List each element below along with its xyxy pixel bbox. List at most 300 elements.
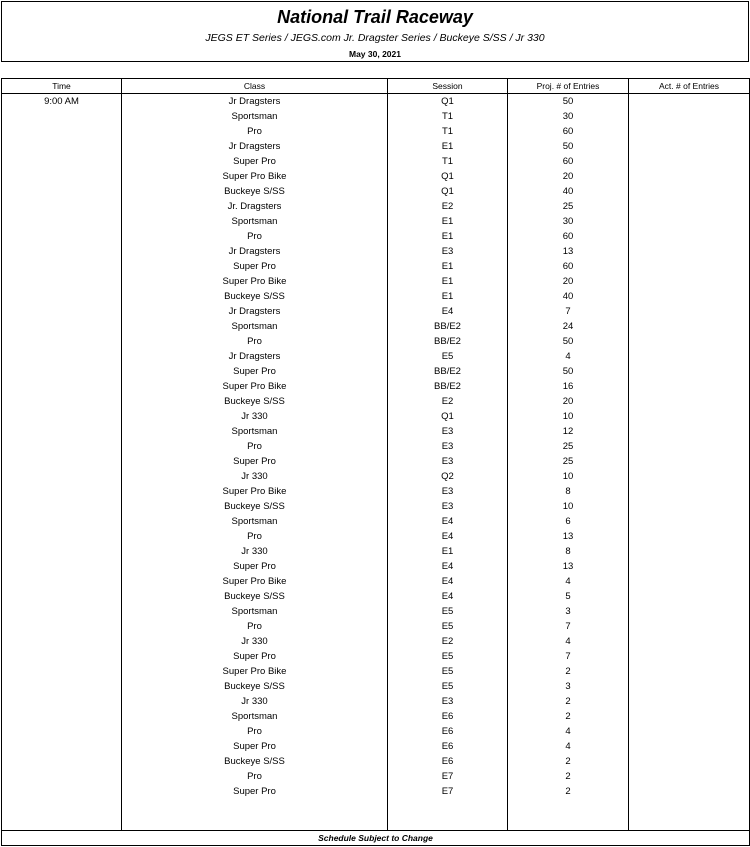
act-entries-cell — [629, 664, 750, 679]
act-entries-cell — [629, 589, 750, 604]
table-row — [2, 139, 750, 154]
time-cell — [2, 319, 122, 334]
session-cell: Q1 — [388, 94, 508, 109]
blank-row — [2, 799, 750, 814]
event-date: May 30, 2021 — [349, 49, 401, 59]
table-row — [2, 214, 750, 229]
proj-entries-cell: 10 — [508, 469, 629, 484]
session-cell: E5 — [388, 604, 508, 619]
time-cell — [2, 229, 122, 244]
class-cell: Super Pro Bike — [122, 664, 388, 679]
proj-entries-cell: 25 — [508, 199, 629, 214]
proj-entries-cell: 4 — [508, 634, 629, 649]
act-entries-cell — [629, 649, 750, 664]
class-cell: Jr 330 — [122, 634, 388, 649]
class-cell: Jr Dragsters — [122, 139, 388, 154]
time-cell — [2, 754, 122, 769]
proj-entries-cell: 50 — [508, 139, 629, 154]
class-cell: Super Pro Bike — [122, 574, 388, 589]
session-cell: E5 — [388, 679, 508, 694]
time-cell — [2, 244, 122, 259]
table-row — [2, 289, 750, 304]
table-row — [2, 619, 750, 634]
act-entries-cell — [629, 154, 750, 169]
proj-entries-cell: 50 — [508, 364, 629, 379]
table-row — [2, 574, 750, 589]
table-row — [2, 364, 750, 379]
act-entries-cell — [629, 409, 750, 424]
time-cell — [2, 424, 122, 439]
session-cell: E5 — [388, 619, 508, 634]
class-cell: Sportsman — [122, 604, 388, 619]
proj-entries-cell: 8 — [508, 544, 629, 559]
session-cell: E4 — [388, 589, 508, 604]
session-cell: T1 — [388, 154, 508, 169]
session-cell: E3 — [388, 484, 508, 499]
table-row — [2, 169, 750, 184]
table-row — [2, 349, 750, 364]
time-cell — [2, 469, 122, 484]
proj-entries-cell: 20 — [508, 274, 629, 289]
act-entries-cell — [629, 604, 750, 619]
time-cell — [2, 724, 122, 739]
class-cell: Jr 330 — [122, 544, 388, 559]
session-cell: E4 — [388, 574, 508, 589]
time-cell — [2, 214, 122, 229]
act-entries-cell — [629, 94, 750, 109]
proj-entries-cell: 30 — [508, 109, 629, 124]
table-row — [2, 259, 750, 274]
class-cell: Super Pro — [122, 364, 388, 379]
time-cell — [2, 334, 122, 349]
time-cell: 9:00 AM — [2, 94, 122, 109]
session-cell: E6 — [388, 739, 508, 754]
session-cell: BB/E2 — [388, 364, 508, 379]
series-subtitle: JEGS ET Series / JEGS.com Jr. Dragster Series / Buckeye S/SS / Jr 330 — [205, 32, 545, 44]
time-cell — [2, 364, 122, 379]
time-cell — [2, 199, 122, 214]
proj-entries-cell: 40 — [508, 289, 629, 304]
class-cell: Buckeye S/SS — [122, 754, 388, 769]
schedule-header — [1, 1, 749, 62]
class-cell: Super Pro Bike — [122, 484, 388, 499]
time-cell — [2, 694, 122, 709]
class-cell: Jr Dragsters — [122, 349, 388, 364]
act-entries-cell — [629, 439, 750, 454]
class-cell: Super Pro — [122, 559, 388, 574]
class-cell: Buckeye S/SS — [122, 589, 388, 604]
session-cell: E5 — [388, 664, 508, 679]
time-cell — [2, 409, 122, 424]
proj-entries-cell: 13 — [508, 244, 629, 259]
class-cell: Pro — [122, 439, 388, 454]
table-row — [2, 424, 750, 439]
proj-entries-cell: 3 — [508, 679, 629, 694]
table-row — [2, 634, 750, 649]
class-cell: Buckeye S/SS — [122, 679, 388, 694]
proj-entries-cell: 60 — [508, 154, 629, 169]
session-cell: Q1 — [388, 409, 508, 424]
act-entries-cell — [629, 379, 750, 394]
blank-cell — [508, 799, 629, 814]
proj-entries-cell: 4 — [508, 724, 629, 739]
act-entries-cell — [629, 274, 750, 289]
act-entries-cell — [629, 469, 750, 484]
proj-entries-cell: 2 — [508, 664, 629, 679]
class-cell: Pro — [122, 724, 388, 739]
session-cell: BB/E2 — [388, 319, 508, 334]
act-entries-cell — [629, 139, 750, 154]
act-entries-cell — [629, 769, 750, 784]
act-entries-cell — [629, 394, 750, 409]
table-row — [2, 544, 750, 559]
proj-entries-cell: 20 — [508, 169, 629, 184]
session-cell: Q1 — [388, 184, 508, 199]
proj-entries-cell: 10 — [508, 409, 629, 424]
session-cell: E3 — [388, 424, 508, 439]
time-cell — [2, 289, 122, 304]
table-row — [2, 454, 750, 469]
time-cell — [2, 304, 122, 319]
table-row — [2, 334, 750, 349]
class-cell: Buckeye S/SS — [122, 289, 388, 304]
proj-entries-cell: 40 — [508, 184, 629, 199]
time-cell — [2, 679, 122, 694]
session-cell: E1 — [388, 139, 508, 154]
table-row — [2, 559, 750, 574]
class-cell: Super Pro — [122, 154, 388, 169]
class-cell: Super Pro Bike — [122, 379, 388, 394]
session-cell: E3 — [388, 454, 508, 469]
session-cell: E4 — [388, 304, 508, 319]
act-entries-cell — [629, 229, 750, 244]
time-cell — [2, 529, 122, 544]
session-cell: E2 — [388, 394, 508, 409]
blank-cell — [388, 799, 508, 814]
proj-entries-cell: 12 — [508, 424, 629, 439]
class-cell: Jr 330 — [122, 694, 388, 709]
time-cell — [2, 769, 122, 784]
proj-entries-cell: 13 — [508, 529, 629, 544]
proj-entries-cell: 13 — [508, 559, 629, 574]
column-header-time: Time — [2, 79, 122, 94]
session-cell: E5 — [388, 649, 508, 664]
class-cell: Pro — [122, 124, 388, 139]
session-cell: E1 — [388, 259, 508, 274]
act-entries-cell — [629, 694, 750, 709]
session-cell: E6 — [388, 724, 508, 739]
proj-entries-cell: 2 — [508, 784, 629, 799]
time-cell — [2, 379, 122, 394]
blank-cell — [122, 814, 388, 830]
class-cell: Jr. Dragsters — [122, 199, 388, 214]
time-cell — [2, 349, 122, 364]
class-cell: Super Pro — [122, 259, 388, 274]
time-cell — [2, 259, 122, 274]
class-cell: Jr 330 — [122, 409, 388, 424]
table-row — [2, 514, 750, 529]
class-cell: Super Pro — [122, 454, 388, 469]
table-row — [2, 184, 750, 199]
blank-cell — [508, 814, 629, 830]
time-cell — [2, 169, 122, 184]
session-cell: E4 — [388, 559, 508, 574]
class-cell: Sportsman — [122, 709, 388, 724]
class-cell: Sportsman — [122, 424, 388, 439]
class-cell: Super Pro — [122, 739, 388, 754]
proj-entries-cell: 5 — [508, 589, 629, 604]
act-entries-cell — [629, 784, 750, 799]
act-entries-cell — [629, 319, 750, 334]
time-cell — [2, 574, 122, 589]
proj-entries-cell: 6 — [508, 514, 629, 529]
time-cell — [2, 709, 122, 724]
column-header-session: Session — [388, 79, 508, 94]
session-cell: E5 — [388, 349, 508, 364]
session-cell: E1 — [388, 289, 508, 304]
time-cell — [2, 634, 122, 649]
proj-entries-cell: 2 — [508, 769, 629, 784]
session-cell: E7 — [388, 784, 508, 799]
blank-cell — [629, 814, 750, 830]
table-row — [2, 589, 750, 604]
table-row — [2, 304, 750, 319]
session-cell: Q1 — [388, 169, 508, 184]
class-cell: Jr Dragsters — [122, 94, 388, 109]
class-cell: Pro — [122, 229, 388, 244]
class-cell: Pro — [122, 334, 388, 349]
schedule-footer-note: Schedule Subject to Change — [2, 831, 750, 846]
act-entries-cell — [629, 244, 750, 259]
session-cell: E3 — [388, 439, 508, 454]
column-header-act-entries: Act. # of Entries — [629, 79, 750, 94]
time-cell — [2, 454, 122, 469]
table-row — [2, 439, 750, 454]
time-cell — [2, 274, 122, 289]
session-cell: E3 — [388, 499, 508, 514]
act-entries-cell — [629, 289, 750, 304]
act-entries-cell — [629, 124, 750, 139]
class-cell: Jr Dragsters — [122, 244, 388, 259]
class-cell: Buckeye S/SS — [122, 184, 388, 199]
table-row — [2, 394, 750, 409]
proj-entries-cell: 30 — [508, 214, 629, 229]
proj-entries-cell: 25 — [508, 454, 629, 469]
session-cell: E4 — [388, 514, 508, 529]
table-row — [2, 484, 750, 499]
page-title: National Trail Raceway — [277, 7, 473, 27]
time-cell — [2, 664, 122, 679]
proj-entries-cell: 50 — [508, 94, 629, 109]
act-entries-cell — [629, 454, 750, 469]
time-cell — [2, 109, 122, 124]
time-cell — [2, 499, 122, 514]
act-entries-cell — [629, 724, 750, 739]
class-cell: Pro — [122, 529, 388, 544]
class-cell: Pro — [122, 619, 388, 634]
table-row — [2, 499, 750, 514]
act-entries-cell — [629, 679, 750, 694]
proj-entries-cell: 7 — [508, 304, 629, 319]
session-cell: E1 — [388, 214, 508, 229]
act-entries-cell — [629, 514, 750, 529]
table-row — [2, 154, 750, 169]
schedule-body — [2, 94, 750, 831]
class-cell: Jr 330 — [122, 469, 388, 484]
time-cell — [2, 394, 122, 409]
table-row — [2, 319, 750, 334]
table-row — [2, 124, 750, 139]
session-cell: E1 — [388, 274, 508, 289]
time-cell — [2, 619, 122, 634]
time-cell — [2, 544, 122, 559]
table-row — [2, 694, 750, 709]
act-entries-cell — [629, 214, 750, 229]
time-cell — [2, 559, 122, 574]
class-cell: Super Pro — [122, 649, 388, 664]
table-row — [2, 529, 750, 544]
proj-entries-cell: 4 — [508, 739, 629, 754]
session-cell: BB/E2 — [388, 379, 508, 394]
act-entries-cell — [629, 559, 750, 574]
class-cell: Buckeye S/SS — [122, 499, 388, 514]
proj-entries-cell: 20 — [508, 394, 629, 409]
table-row — [2, 199, 750, 214]
class-cell: Super Pro — [122, 784, 388, 799]
session-cell: E1 — [388, 544, 508, 559]
class-cell: Sportsman — [122, 214, 388, 229]
session-cell: E4 — [388, 529, 508, 544]
class-cell: Sportsman — [122, 514, 388, 529]
blank-cell — [388, 814, 508, 830]
act-entries-cell — [629, 709, 750, 724]
proj-entries-cell: 16 — [508, 379, 629, 394]
proj-entries-cell: 4 — [508, 349, 629, 364]
class-cell: Sportsman — [122, 109, 388, 124]
session-cell: E1 — [388, 229, 508, 244]
act-entries-cell — [629, 334, 750, 349]
table-row — [2, 379, 750, 394]
session-cell: E7 — [388, 769, 508, 784]
footer-row — [2, 831, 750, 846]
time-cell — [2, 649, 122, 664]
time-cell — [2, 154, 122, 169]
act-entries-cell — [629, 529, 750, 544]
table-row — [2, 244, 750, 259]
table-row — [2, 274, 750, 289]
act-entries-cell — [629, 364, 750, 379]
act-entries-cell — [629, 499, 750, 514]
proj-entries-cell: 2 — [508, 754, 629, 769]
session-cell: E6 — [388, 709, 508, 724]
table-header-row — [2, 79, 750, 94]
class-cell: Sportsman — [122, 319, 388, 334]
act-entries-cell — [629, 634, 750, 649]
act-entries-cell — [629, 424, 750, 439]
act-entries-cell — [629, 304, 750, 319]
proj-entries-cell: 25 — [508, 439, 629, 454]
session-cell: E3 — [388, 694, 508, 709]
time-cell — [2, 739, 122, 754]
time-cell — [2, 514, 122, 529]
session-cell: E2 — [388, 199, 508, 214]
column-header-proj-entries: Proj. # of Entries — [508, 79, 629, 94]
blank-row — [2, 814, 750, 830]
session-cell: E2 — [388, 634, 508, 649]
session-cell: E6 — [388, 754, 508, 769]
table-row — [2, 229, 750, 244]
act-entries-cell — [629, 544, 750, 559]
act-entries-cell — [629, 259, 750, 274]
act-entries-cell — [629, 619, 750, 634]
proj-entries-cell: 60 — [508, 259, 629, 274]
class-cell: Super Pro Bike — [122, 169, 388, 184]
proj-entries-cell: 7 — [508, 649, 629, 664]
act-entries-cell — [629, 199, 750, 214]
class-cell: Pro — [122, 769, 388, 784]
act-entries-cell — [629, 739, 750, 754]
class-cell: Buckeye S/SS — [122, 394, 388, 409]
table-row — [2, 769, 750, 784]
proj-entries-cell: 60 — [508, 229, 629, 244]
session-cell: T1 — [388, 109, 508, 124]
proj-entries-cell: 4 — [508, 574, 629, 589]
table-row — [2, 664, 750, 679]
time-cell — [2, 184, 122, 199]
time-cell — [2, 589, 122, 604]
proj-entries-cell: 24 — [508, 319, 629, 334]
act-entries-cell — [629, 109, 750, 124]
schedule-table — [1, 78, 750, 846]
blank-cell — [2, 814, 122, 830]
time-cell — [2, 784, 122, 799]
column-header-class: Class — [122, 79, 388, 94]
proj-entries-cell: 60 — [508, 124, 629, 139]
time-cell — [2, 439, 122, 454]
table-row — [2, 94, 750, 109]
session-cell: T1 — [388, 124, 508, 139]
blank-cell — [2, 799, 122, 814]
proj-entries-cell: 3 — [508, 604, 629, 619]
session-cell: E3 — [388, 244, 508, 259]
session-cell: Q2 — [388, 469, 508, 484]
act-entries-cell — [629, 349, 750, 364]
time-cell — [2, 139, 122, 154]
act-entries-cell — [629, 184, 750, 199]
blank-cell — [122, 799, 388, 814]
act-entries-cell — [629, 484, 750, 499]
proj-entries-cell: 2 — [508, 709, 629, 724]
proj-entries-cell: 2 — [508, 694, 629, 709]
proj-entries-cell: 7 — [508, 619, 629, 634]
session-cell: BB/E2 — [388, 334, 508, 349]
time-cell — [2, 484, 122, 499]
act-entries-cell — [629, 169, 750, 184]
class-cell: Jr Dragsters — [122, 304, 388, 319]
blank-cell — [629, 799, 750, 814]
act-entries-cell — [629, 574, 750, 589]
table-row — [2, 679, 750, 694]
table-row — [2, 739, 750, 754]
table-row — [2, 409, 750, 424]
table-row — [2, 709, 750, 724]
table-row — [2, 724, 750, 739]
table-row — [2, 784, 750, 799]
act-entries-cell — [629, 754, 750, 769]
proj-entries-cell: 50 — [508, 334, 629, 349]
time-cell — [2, 124, 122, 139]
proj-entries-cell: 8 — [508, 484, 629, 499]
